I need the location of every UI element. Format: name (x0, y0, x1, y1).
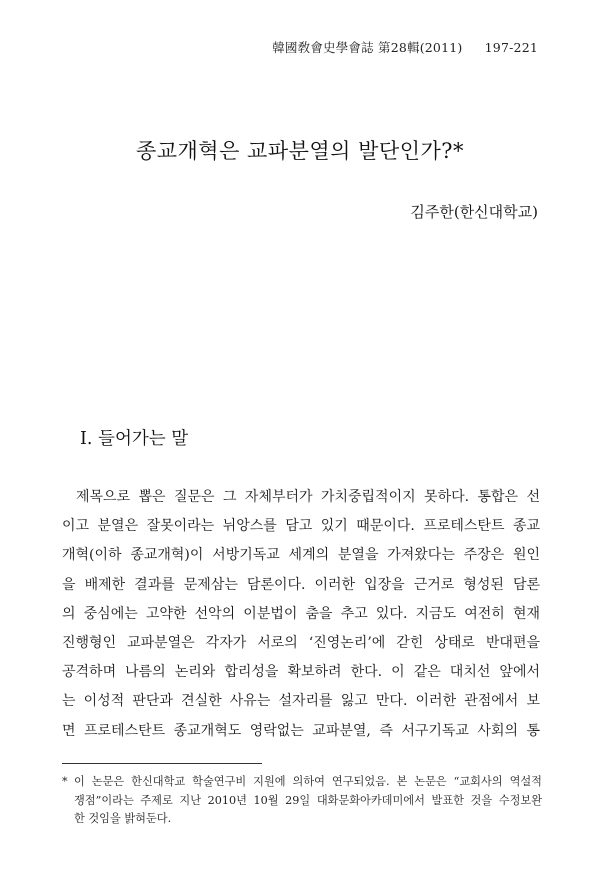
body-line: 진행형인 교파분열은 각자가 서로의 ‘진영논리’에 갇힌 상태로 반대편을 (62, 634, 540, 651)
body-line: 을 배제한 결과를 문제삼는 담론이다. 이러한 입장을 근거로 형성된 담론 (62, 576, 540, 593)
body-line: 는 이성적 판단과 견실한 사유는 설자리를 잃고 만다. 이러한 관점에서 보 (62, 693, 540, 710)
body-line: 면 프로테스탄트 종교개혁도 영락없는 교파분열, 즉 서구기독교 사회의 통 (62, 722, 540, 739)
body-line: 의 중심에는 고약한 선악의 이분법이 춤을 추고 있다. 지금도 여전히 현재 (62, 605, 540, 622)
footnote-line: 한 것임을 밝혀둔다. (74, 812, 172, 825)
footnote-line: 쟁점”이라는 주제로 지난 2010년 10월 29일 대화문화아카데미에서 발표한 것을 수정보완 (74, 793, 542, 807)
footnote-marker: * (62, 775, 68, 788)
body-line: 이고 분열은 잘못이라는 뉘앙스를 담고 있기 때문이다. 프로테스탄트 종교 (62, 518, 540, 535)
footnote-text (62, 773, 542, 829)
page-range: 197-221 (484, 40, 538, 55)
paper-title: 종교개혁은 교파분열의 발단인가?* (135, 139, 465, 163)
footnote-line: 이 논문은 한신대학교 학술연구비 지원에 의하여 연구되었음. 본 논문은 “교회사의 역설적 (74, 775, 542, 788)
footnote (62, 773, 542, 829)
body-line: 공격하며 나름의 논리와 합리성을 확보하려 한다. 이 같은 대치선 앞에서 (62, 664, 540, 681)
author-affiliation: 김주한(한신대학교) (410, 203, 538, 221)
footnote-divider (62, 763, 262, 764)
section-heading: Ⅰ. 들어가는 말 (80, 429, 189, 449)
body-line: 개혁(이하 종교개혁)이 서방기독교 세계의 분열을 가져왔다는 주장은 원인 (62, 547, 540, 564)
body-line: 제목으로 뽑은 질문은 그 자체부터가 가치중립적이지 못하다. 통합은 선 (76, 489, 540, 505)
body-paragraph (62, 483, 540, 746)
running-header (272, 38, 538, 56)
journal-name: 韓國敎會史學會誌 第28輯(2011) (272, 40, 463, 55)
